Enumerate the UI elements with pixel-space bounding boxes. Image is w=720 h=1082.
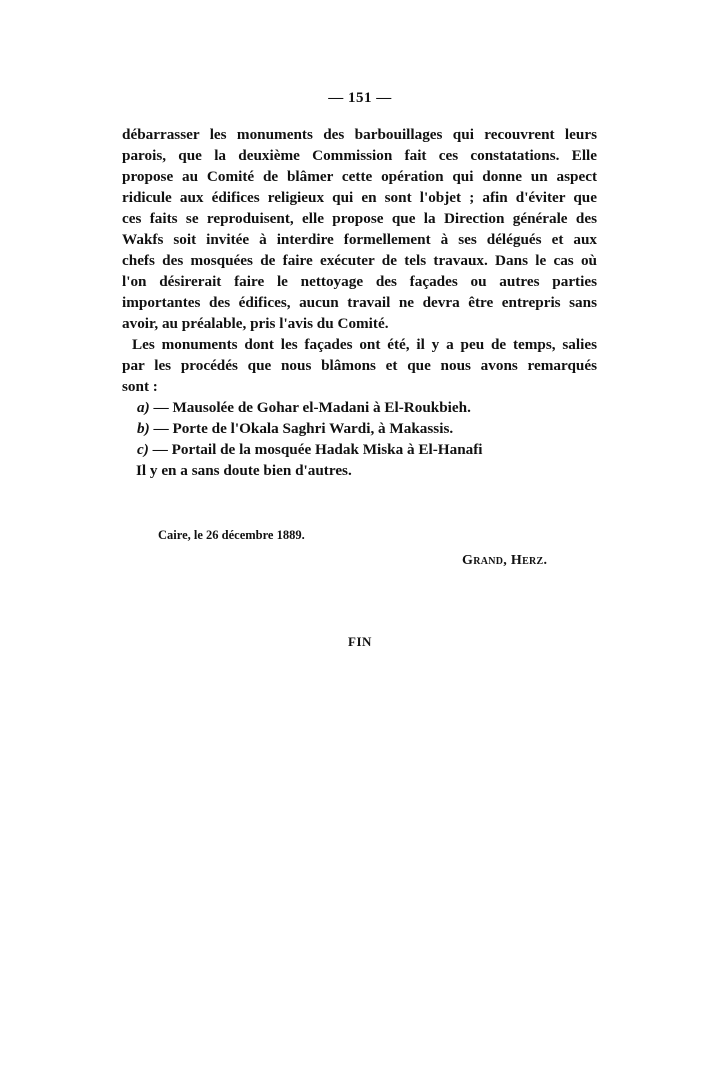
list-marker: c): [137, 441, 149, 458]
list-item-text: — Mausolée de Gohar el-Madani à El-Roukbieh.: [153, 399, 471, 416]
list-item: [122, 418, 597, 439]
text-line: sont :: [122, 378, 158, 395]
monument-list: [122, 397, 597, 460]
signature: Grand, Herz.: [462, 553, 548, 568]
list-item-text: — Portail de la mosquée Hadak Miska à El-Hanafi: [152, 441, 483, 458]
paragraph-1: [122, 124, 597, 334]
text-line: parois, que la deuxième Commission fait ces constatations. Elle: [122, 147, 597, 164]
text-line: par les procédés que nous blâmons et que nous avons remarqués: [122, 357, 597, 374]
list-item: [122, 439, 597, 460]
text-line: Wakfs soit invitée à interdire formellement à ses délégués et aux: [122, 231, 597, 248]
paragraph-2: [122, 334, 597, 397]
date-line: Caire, le 26 décembre 1889.: [158, 528, 305, 542]
list-item-text: — Porte de l'Okala Saghri Wardi, à Makassis.: [153, 420, 454, 437]
end-mark: FIN: [348, 634, 372, 649]
text-line: ces faits se reproduisent, elle propose que la Direction générale des: [122, 210, 597, 227]
text-line: importantes des édifices, aucun travail ne devra être entrepris sans: [122, 294, 597, 311]
text-line: chefs des mosquées de faire exécuter de tels travaux. Dans le cas où: [122, 252, 597, 269]
list-item: [122, 397, 597, 418]
closing-line: Il y en a sans doute bien d'autres.: [136, 462, 352, 479]
text-line: ridicule aux édifices religieux qui en sont l'objet ; afin d'éviter que: [122, 189, 597, 206]
text-line: avoir, au préalable, pris l'avis du Comité.: [122, 315, 389, 332]
text-line: propose au Comité de blâmer cette opération qui donne un aspect: [122, 168, 597, 185]
body-text: [122, 124, 597, 481]
text-line: Les monuments dont les façades ont été, il y a peu de temps, salies: [132, 336, 597, 353]
list-marker: a): [137, 399, 150, 416]
text-line: débarrasser les monuments des barbouillages qui recouvrent leurs: [122, 126, 597, 143]
list-marker: b): [137, 420, 150, 437]
text-line: l'on désirerait faire le nettoyage des façades ou autres parties: [122, 273, 597, 290]
page-number: — 151 —: [328, 90, 392, 106]
